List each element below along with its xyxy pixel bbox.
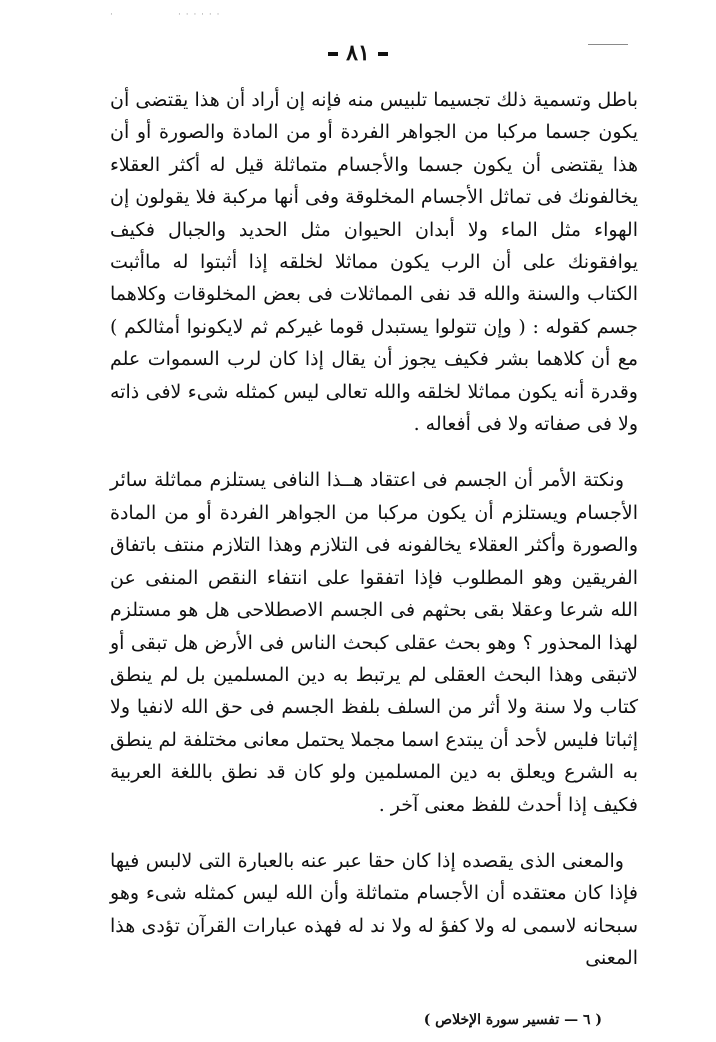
page-number-dash <box>328 52 338 56</box>
body-text <box>110 84 638 975</box>
page-number-value: ٨١ <box>346 40 370 66</box>
page-number-dash <box>378 52 388 56</box>
paragraph: والمعنى الذى يقصده إذا كان حقا عبر عنه بالعبارة التى لالبس فيها فإذا كان معتقده أن الأجسام متماثلة وأن الله ليس كمثله شىء وهو سبحانه لاسمى له ولا كفؤ له ولا ند له فهذه عبارات القرآن تؤدى هذا المعنى <box>110 849 638 970</box>
scan-speck: · <box>110 10 113 20</box>
scan-speck: · · · · · · <box>178 10 221 20</box>
paragraph: باطل وتسمية ذلك تجسيما تلبيس منه فإنه إن أراد أن هذا يقتضى أن يكون جسما مركبا من الجواهر الفردة أو من المادة والصورة أو أن هذا يقتضى أن يكون جسما والأجسام متماثلة قيل له أكثر العقلاء يخالفونك فى تماثل الأجسام المخلوقة وفى أنها مركبة فلا يقولون إن الهواء مثل الماء ولا أبدان الحيوان مثل الحديد والجبال فكيف يوافقونك على أن الرب يكون مماثلا لخلقه إذا أثبتوا له ماأثبت الكتاب والسنة والله قد نفى المماثلات فى بعض المخلوقات وكلاهما جسم كقوله : ( وإن تتولوا يستبدل قوما غيركم ثم لايكونوا أمثالكم ) مع أن كلاهما بشر فكيف يجوز أن يقال إذا كان لرب السموات علم وقدرة أنه يكون مماثلا لخلقه والله تعالى ليس كمثله شىء لافى ذاته ولا فى صفاته ولا فى أفعاله . <box>110 89 638 436</box>
footer-signature: ( ٦ — تفسير سورة الإخلاص ) <box>423 1012 602 1028</box>
page-number <box>0 40 716 66</box>
paragraph: ونكتة الأمر أن الجسم فى اعتقاد هــذا النافى يستلزم مماثلة سائر الأجسام ويستلزم أن يكون مركبا من الجواهر الفردة أو من المادة والصورة وأكثر العقلاء يخالفونه فى التلازم وهذا التلازم منتف باتفاق الفريقين وهو المطلوب فإذا اتفقوا على انتفاء النقص المنفى عن الله شرعا وعقلا بقى بحثهم فى الجسم الاصطلاحى هل هو مستلزم لهذا المحذور ؟ وهو بحث عقلى كبحث الناس فى الأرض هل تبقى أو لاتبقى وهذا البحث العقلى لم يرتبط به دين المسلمين بل لم ينطق كتاب ولا سنة ولا أثر من السلف بلفظ الجسم فى حق الله لانفيا ولا إثباتا فليس لأحد أن يبتدع اسما مجملا يحتمل معانى مختلفة لم ينطق به الشرع ويعلق به دين المسلمين ولو كان قد نطق باللغة العربية فكيف إذا أحدث للفظ معنى آخر . <box>110 469 638 816</box>
